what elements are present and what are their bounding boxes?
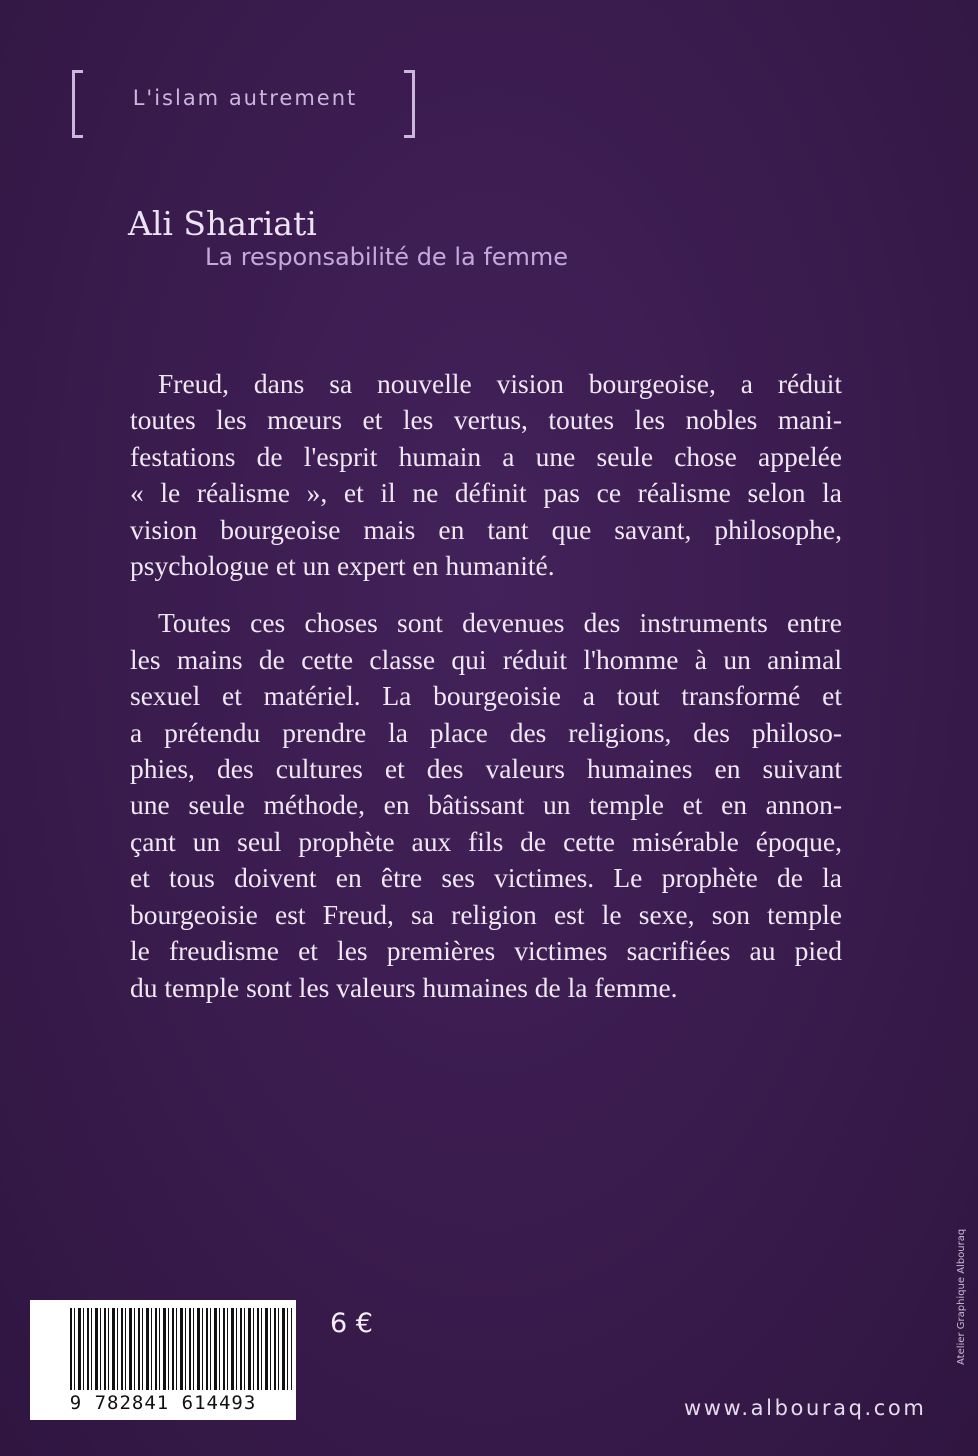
book-title: La responsabilité de la femme [205,243,569,271]
back-cover-text [130,366,842,1006]
text-line: çant un seul prophète aux fils de cette misérable époque, [130,825,842,857]
text-line: festations de l'esprit humain a une seule chose appelée [130,440,842,472]
right-bracket [404,70,415,138]
text-line: a prétendu prendre la place des religions, des philoso- [130,716,842,748]
text-line: « le réalisme », et il ne définit pas ce réalisme selon la [130,477,842,509]
barcode-bars [70,1308,292,1390]
text-line: sexuel et matériel. La bourgeoisie a tout transformé et [130,680,842,712]
price: 6 € [330,1308,373,1339]
series-name: L'islam autrement [132,86,358,110]
text-line: toutes les mœurs et les vertus, toutes les nobles mani- [130,404,842,436]
text-line: Toutes ces choses sont devenues des instruments entre [158,607,842,639]
text-line: vision bourgeoise mais en tant que savant, philosophe, [130,513,842,545]
text-line: Freud, dans sa nouvelle vision bourgeoise, a réduit [158,368,842,399]
text-line: du temple sont les valeurs humaines de la femme. [130,971,678,1003]
text-line: et tous doivent en être ses victimes. Le prophète de la [130,862,842,894]
author-name: Ali Shariati [128,204,317,243]
text-line: psychologue et un expert en humanité. [130,550,555,582]
left-bracket [72,70,83,138]
text-line: une seule méthode, en bâtissant un temple et en annon- [130,789,842,821]
text-line: bourgeoisie est Freud, sa religion est le sexe, son temple [130,898,842,930]
text-line: les mains de cette classe qui réduit l'homme à un animal [130,643,842,675]
text-line: phies, des cultures et des valeurs humaines en suivant [130,753,842,785]
design-credit: Atelier Graphique Albouraq [956,1228,967,1365]
text-line: le freudisme et les premières victimes sacrifiées au pied [130,935,842,967]
publisher-website: www.albouraq.com [684,1396,927,1420]
barcode [30,1300,296,1420]
isbn-number: 9 782841 614493 [69,1392,257,1414]
